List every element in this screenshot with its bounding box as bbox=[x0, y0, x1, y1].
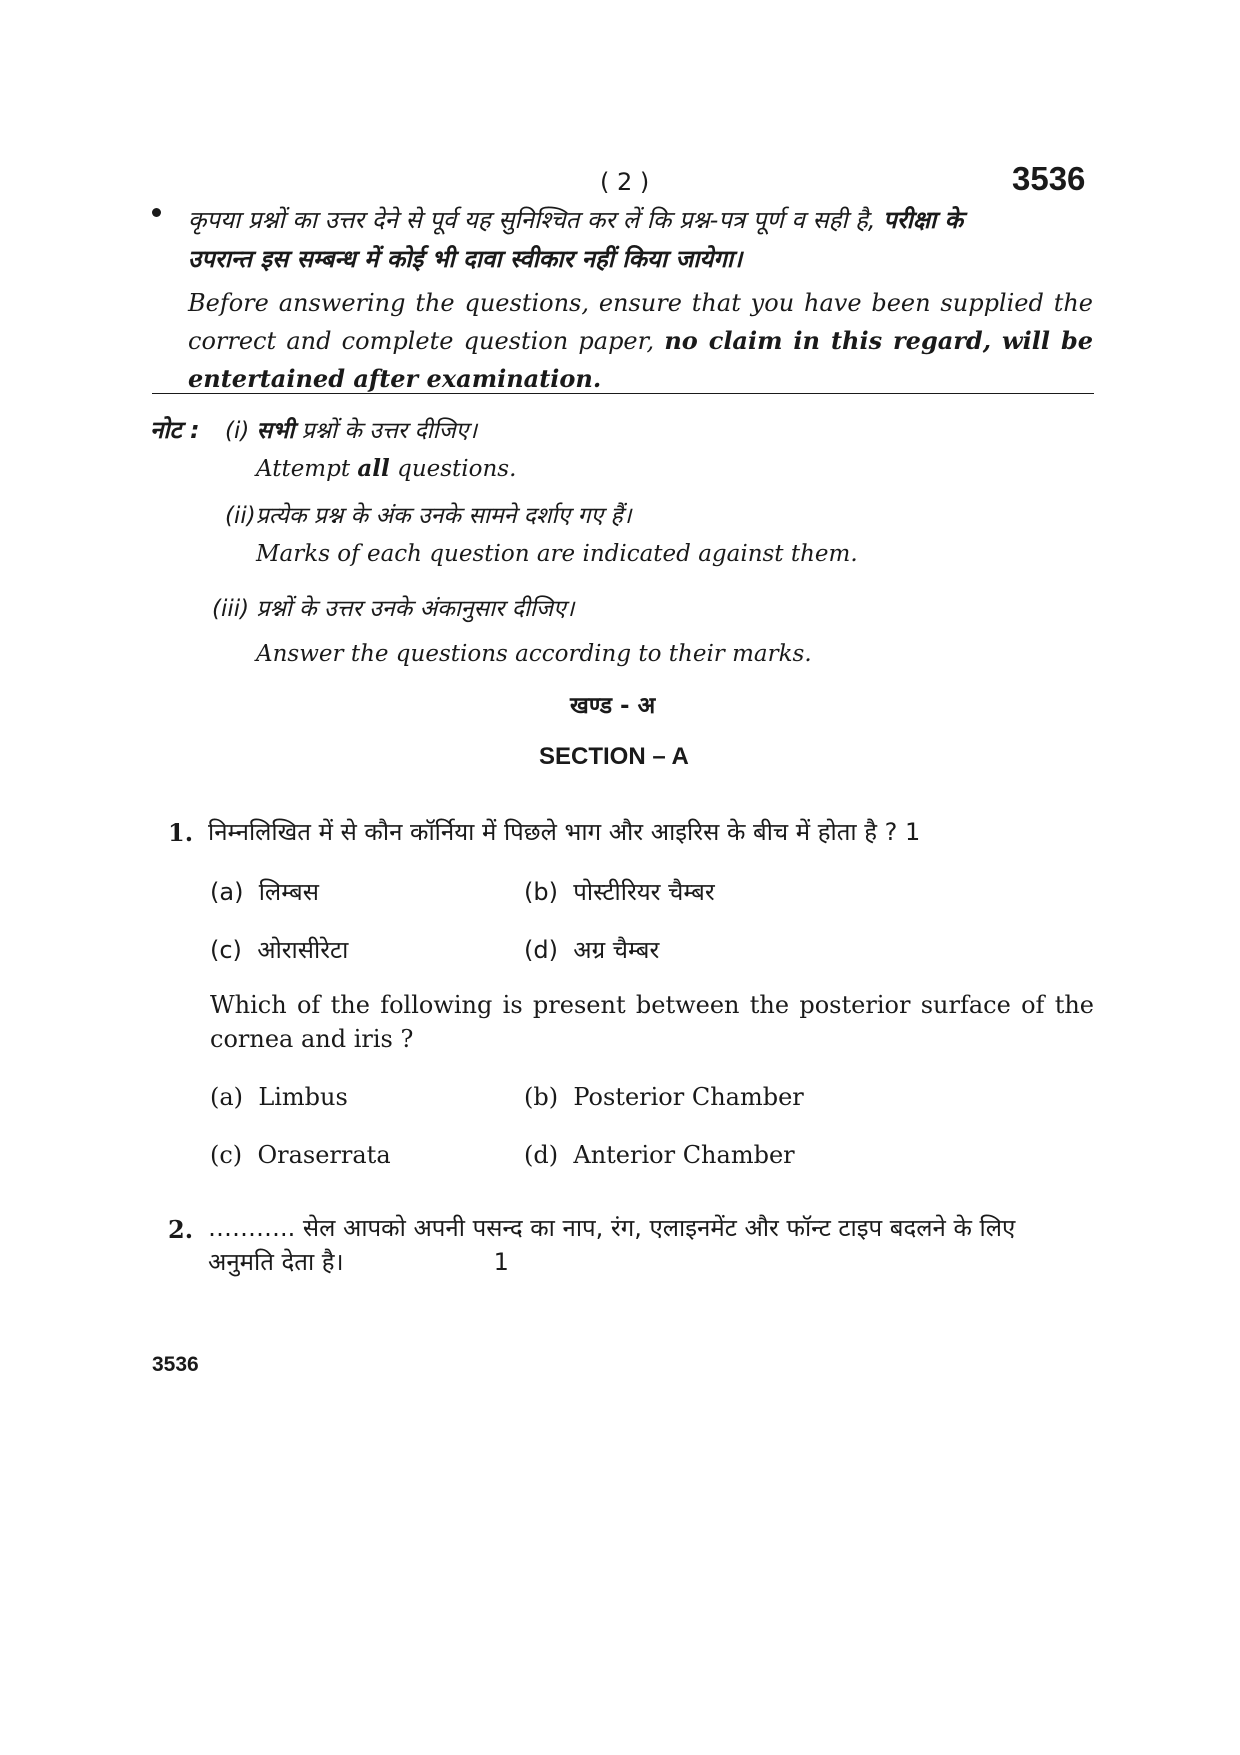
note-2-hindi bbox=[225, 498, 631, 530]
option-key: (a) bbox=[210, 1083, 244, 1111]
question-1-option-c-english bbox=[210, 1141, 391, 1169]
note-1-english-post: questions. bbox=[389, 456, 517, 482]
note-1-english bbox=[256, 455, 516, 482]
note-3-hindi-text: प्रश्नों के उत्तर उनके अंकानुसार दीजिए। bbox=[249, 596, 575, 622]
question-2-number: 2. bbox=[168, 1215, 194, 1244]
question-1-option-a-hindi bbox=[210, 875, 319, 908]
option-key: (d) bbox=[524, 936, 558, 964]
option-key: (d) bbox=[524, 1141, 559, 1169]
page-number: ( 2 ) bbox=[600, 168, 650, 196]
instruction-hindi-bold: परीक्षा के bbox=[883, 206, 964, 234]
question-2-marks: 1 bbox=[493, 1248, 509, 1276]
instruction-english-normal: Before answering the questions, ensure that you have been supplied the correct and complete question paper, bbox=[188, 289, 1093, 355]
option-key: (b) bbox=[524, 878, 558, 906]
question-2-hindi bbox=[208, 1211, 1094, 1279]
paper-code-header: 3536 bbox=[1012, 160, 1086, 197]
question-1-option-c-hindi bbox=[210, 933, 348, 966]
bullet-icon bbox=[152, 208, 161, 217]
note-1-hindi-bold: सभी bbox=[256, 418, 295, 444]
section-heading-english: SECTION – A bbox=[539, 743, 689, 770]
question-1-option-d-hindi bbox=[524, 933, 659, 966]
option-text: अग्र चैम्बर bbox=[573, 936, 660, 964]
note-3-num: (iii) bbox=[212, 596, 250, 622]
option-text: Oraserrata bbox=[257, 1141, 391, 1169]
option-key: (a) bbox=[210, 878, 244, 906]
note-2-hindi-text: प्रत्येक प्रश्न के अंक उनके सामने दर्शाए गए हैं। bbox=[255, 503, 632, 529]
option-text: Limbus bbox=[258, 1083, 348, 1111]
note-label: नोट : bbox=[150, 416, 200, 444]
section-heading-hindi: खण्ड - अ bbox=[570, 693, 656, 719]
question-2-hindi-line-1: ……….. सेल आपको अपनी पसन्द का नाप, रंग, एलाइनमेंट और फॉन्ट टाइप बदलने के लिए bbox=[208, 1214, 1016, 1242]
instruction-english-bold: no claim in this regard, will be entertained after examination. bbox=[188, 326, 1094, 393]
question-2-hindi-line-2-row bbox=[208, 1245, 1094, 1279]
note-1-hindi-rest: प्रश्नों के उत्तर दीजिए। bbox=[294, 418, 478, 444]
option-text: पोस्टीरियर चैम्बर bbox=[573, 878, 715, 906]
note-1-hindi bbox=[225, 413, 477, 445]
question-1-option-d-english bbox=[524, 1141, 795, 1169]
option-text: Posterior Chamber bbox=[573, 1083, 804, 1111]
question-1-english: Which of the following is present between the posterior surface of the cornea and iris ? bbox=[210, 991, 1094, 1053]
option-text: ओरासीरेटा bbox=[257, 936, 349, 964]
question-1-option-b-english bbox=[524, 1083, 804, 1111]
note-2-english: Marks of each question are indicated against them. bbox=[256, 541, 858, 567]
question-2-hindi-line-2: अनुमति देता है। bbox=[208, 1248, 344, 1276]
note-2-num: (ii) bbox=[225, 503, 256, 529]
instruction-english bbox=[188, 285, 1093, 398]
question-1-number: 1. bbox=[168, 818, 194, 847]
divider-line bbox=[152, 393, 1094, 394]
instruction-hindi-line-1 bbox=[188, 203, 963, 236]
option-key: (c) bbox=[210, 936, 242, 964]
question-1-hindi bbox=[208, 815, 920, 848]
question-1-option-a-english bbox=[210, 1083, 348, 1111]
option-key: (b) bbox=[524, 1083, 559, 1111]
option-text: लिम्बस bbox=[258, 878, 319, 906]
paper-code-footer: 3536 bbox=[152, 1353, 199, 1376]
instruction-hindi-line-2: उपरान्त इस सम्बन्ध में कोई भी दावा स्वीकार नहीं किया जायेगा। bbox=[188, 245, 743, 273]
note-3-english: Answer the questions according to their marks. bbox=[256, 641, 812, 667]
question-1-option-b-hindi bbox=[524, 875, 715, 908]
question-1-hindi-text: निम्नलिखित में से कौन कॉर्निया में पिछले भाग और आइरिस के बीच में होता है ? bbox=[208, 818, 898, 846]
question-1-marks: 1 bbox=[905, 818, 921, 846]
note-1-english-pre: Attempt bbox=[256, 456, 358, 482]
option-key: (c) bbox=[210, 1141, 243, 1169]
note-1-num: (i) bbox=[225, 418, 250, 444]
instruction-hindi-normal: कृपया प्रश्नों का उत्तर देने से पूर्व यह सुनिश्चित कर लें कि प्रश्न-पत्र पूर्ण व सही है, bbox=[188, 206, 884, 234]
option-text: Anterior Chamber bbox=[573, 1141, 795, 1169]
note-3-hindi bbox=[212, 591, 574, 623]
note-1-english-bold: all bbox=[357, 455, 390, 482]
